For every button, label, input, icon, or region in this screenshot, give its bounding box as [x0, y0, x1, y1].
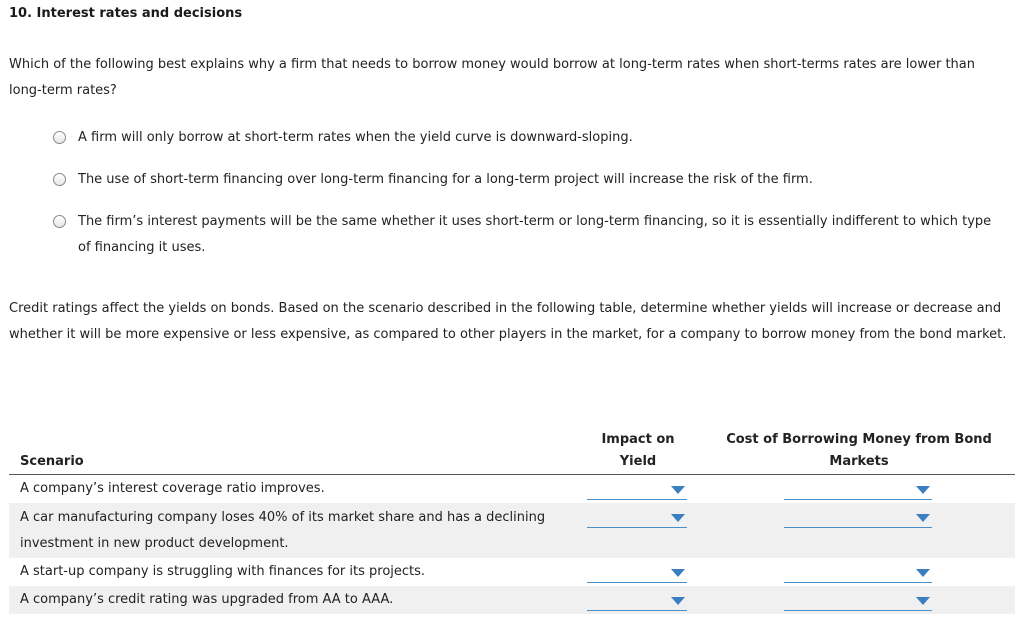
cost-of-borrowing-dropdown[interactable]	[784, 507, 932, 528]
table-row	[9, 558, 1015, 586]
question-title: 10. Interest rates and decisions	[9, 6, 243, 21]
scenario-text: A company’s interest coverage ratio improves.	[20, 481, 325, 496]
impact-on-yield-dropdown[interactable]	[587, 562, 687, 583]
credit-ratings-intro: Credit ratings affect the yields on bonds. Based on the scenario described in the following table, determine whether yields will increase or decrease and whether it will be more expensive or less expensive, as compared to other players in the market, for a company to borrow money from the bond market.	[9, 301, 1007, 342]
question-text: Which of the following best explains why a firm that needs to borrow money would borrow at long-term rates when short-terms rates are lower than long-term rates?	[9, 57, 975, 98]
scenario-text: A company’s credit rating was upgraded from AA to AAA.	[20, 592, 394, 607]
table-row	[9, 586, 1015, 614]
header-cost-of-borrowing: Cost of Borrowing Money from Bond Markets	[726, 432, 992, 469]
scenario-text: A start-up company is struggling with finances for its projects.	[20, 564, 426, 579]
scenario-table	[9, 428, 1015, 614]
dropdown-arrow-icon	[916, 569, 930, 577]
dropdown-arrow-icon	[916, 514, 930, 522]
radio-button[interactable]	[53, 131, 66, 144]
cost-of-borrowing-dropdown[interactable]	[784, 562, 932, 583]
dropdown-arrow-icon	[916, 486, 930, 494]
radio-button[interactable]	[53, 215, 66, 228]
option-label: A firm will only borrow at short-term rates when the yield curve is downward-sloping.	[78, 130, 633, 145]
table-header	[9, 428, 1015, 475]
table-row	[9, 475, 1015, 503]
answer-option[interactable]	[53, 209, 993, 261]
option-label: The use of short-term financing over long-term financing for a long-term project will increase the risk of the firm.	[78, 172, 813, 187]
answer-option[interactable]	[53, 125, 993, 151]
dropdown-arrow-icon	[671, 569, 685, 577]
cost-of-borrowing-dropdown[interactable]	[784, 479, 932, 500]
header-scenario: Scenario	[20, 454, 84, 469]
option-label: The firm’s interest payments will be the same whether it uses short-term or long-term financing, so it is essentially indifferent to which type of financing it uses.	[78, 214, 992, 255]
dropdown-arrow-icon	[671, 486, 685, 494]
answer-options	[53, 125, 993, 277]
header-impact-on-yield: Impact on Yield	[601, 432, 675, 469]
dropdown-arrow-icon	[671, 514, 685, 522]
scenario-text: A car manufacturing company loses 40% of its market share and has a declining investment in new product development.	[20, 510, 546, 551]
cost-of-borrowing-dropdown[interactable]	[784, 590, 932, 611]
impact-on-yield-dropdown[interactable]	[587, 590, 687, 611]
dropdown-arrow-icon	[671, 597, 685, 605]
radio-button[interactable]	[53, 173, 66, 186]
table-row	[9, 503, 1015, 558]
impact-on-yield-dropdown[interactable]	[587, 479, 687, 500]
dropdown-arrow-icon	[916, 597, 930, 605]
answer-option[interactable]	[53, 167, 993, 193]
impact-on-yield-dropdown[interactable]	[587, 507, 687, 528]
